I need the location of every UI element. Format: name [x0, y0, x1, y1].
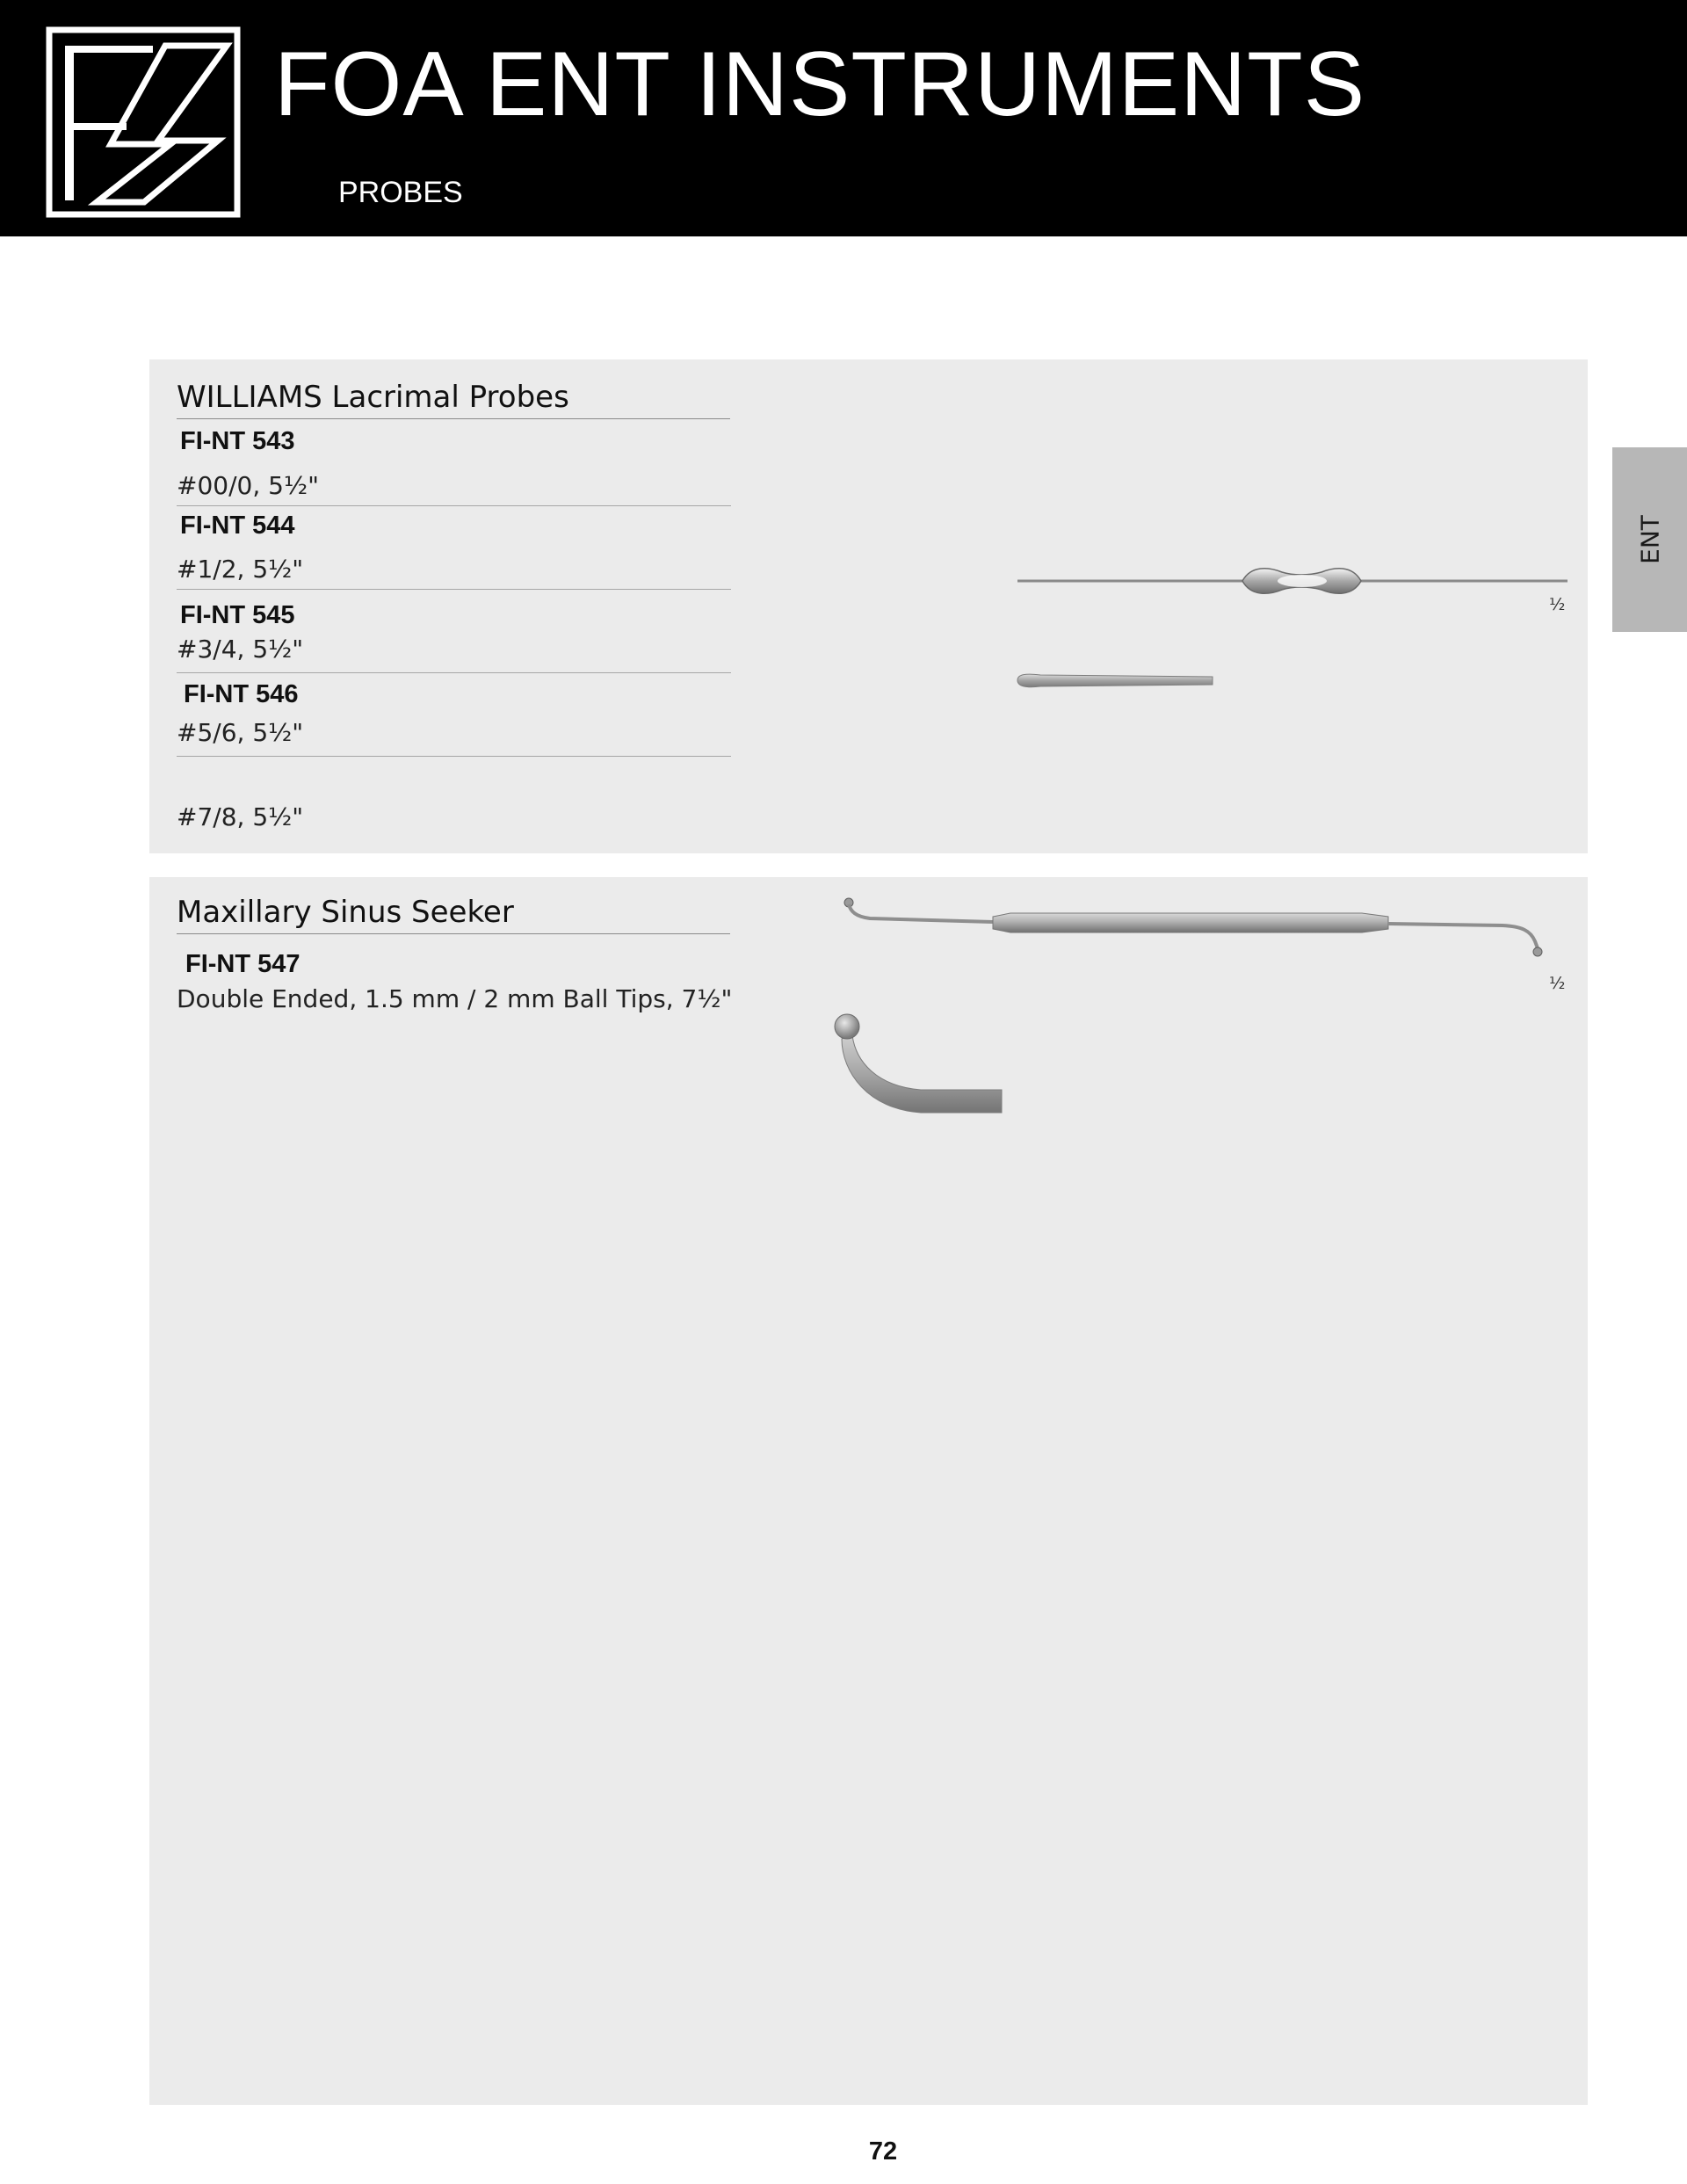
divider [177, 672, 731, 673]
fs-monogram-logo [46, 26, 241, 218]
product-code: FI-NT 545 [180, 601, 295, 629]
sinus-seeker-image [835, 890, 1555, 961]
product-panel-lacrimal-probes [149, 359, 1588, 853]
lacrimal-probe-image [1014, 553, 1585, 606]
product-spec: #00/0, 5½" [177, 471, 319, 500]
product-code: FI-NT 543 [180, 427, 295, 455]
section-tab-ent[interactable] [1612, 447, 1687, 632]
product-code: FI-NT 547 [185, 950, 300, 978]
divider [177, 589, 731, 590]
scale-label: ½ [1549, 595, 1566, 614]
product-spec: #5/6, 5½" [177, 718, 304, 747]
product-code: FI-NT 546 [184, 680, 299, 708]
product-spec: #7/8, 5½" [177, 802, 304, 831]
page-category: PROBES [338, 176, 463, 209]
sinus-seeker-tip-image [833, 1009, 1044, 1119]
scale-label: ½ [1549, 974, 1566, 993]
product-code: FI-NT 544 [180, 512, 295, 540]
page-number: 72 [868, 2137, 898, 2166]
product-title: WILLIAMS Lacrimal Probes [177, 379, 730, 419]
product-spec: #1/2, 5½" [177, 555, 304, 584]
product-title: Maxillary Sinus Seeker [177, 894, 730, 934]
product-spec: Double Ended, 1.5 mm / 2 mm Ball Tips, 7½" [177, 984, 733, 1013]
section-tab-label: ENT [1635, 515, 1664, 564]
divider [177, 756, 731, 757]
divider [177, 505, 731, 506]
page-header [0, 0, 1687, 236]
product-spec: #3/4, 5½" [177, 635, 304, 664]
product-panel-sinus-seeker [149, 877, 1588, 2105]
lacrimal-probe-tip-image [1014, 667, 1225, 693]
page-title: FOA ENT INSTRUMENTS [274, 33, 1366, 135]
